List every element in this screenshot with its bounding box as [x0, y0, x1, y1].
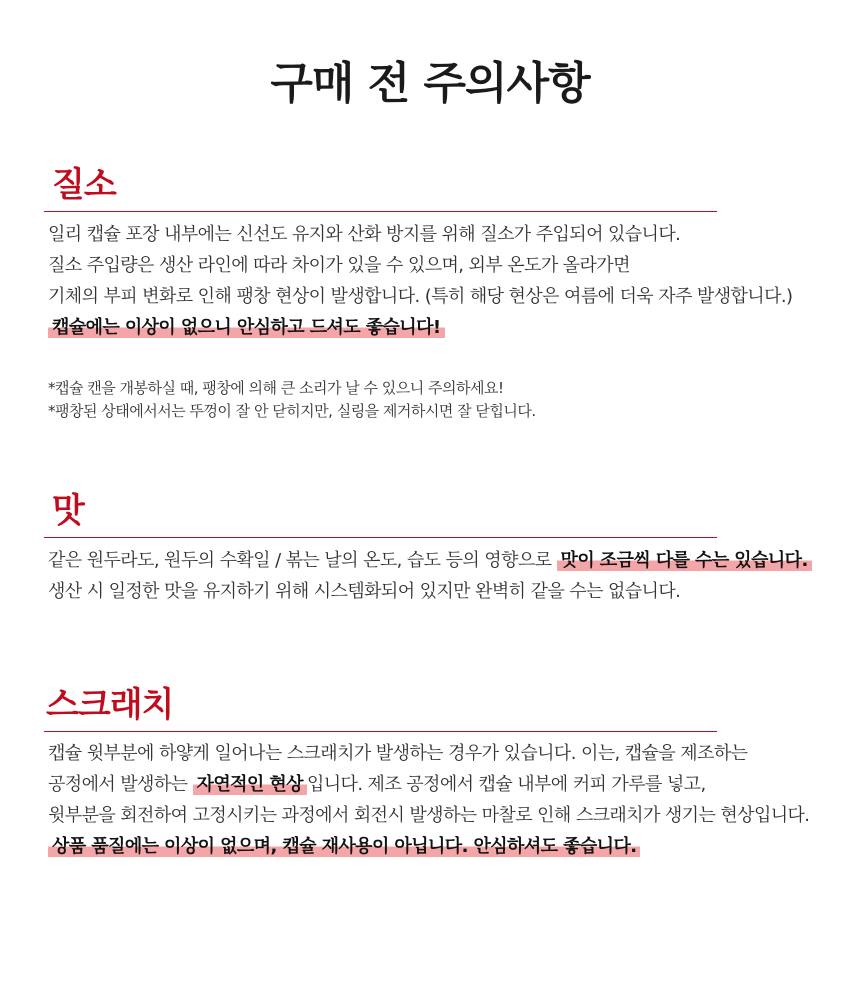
nitrogen-paragraph: [48, 219, 848, 343]
taste-line-1: [48, 545, 848, 576]
nitrogen-line-3: 기체의 부피 변화로 인해 팽창 현상이 발생합니다. (특히 해당 현상은 여름에 더욱 자주 발생합니다.): [48, 286, 793, 307]
taste-paragraph: [48, 545, 848, 607]
nitrogen-highlight-line: [48, 312, 848, 343]
scratch-line-2-suffix: 입니다. 제조 공정에서 캡슐 내부에 커피 가루를 넣고,: [306, 774, 706, 795]
nitrogen-notes: [48, 377, 828, 423]
nitrogen-highlight: 캡슐에는 이상이 없으니 안심하고 드셔도 좋습니다!: [48, 317, 445, 338]
scratch-line-1: 캡슐 윗부분에 하얗게 일어나는 스크래치가 발생하는 경우가 있습니다. 이는, 캡슐을 제조하는: [48, 743, 748, 764]
nitrogen-line-2: 질소 주입량은 생산 라인에 따라 차이가 있을 수 있으며, 외부 온도가 올라가면: [48, 255, 630, 276]
scratch-inline-highlight: 자연적인 현상: [193, 774, 307, 795]
section-divider-scratch: [44, 731, 717, 732]
scratch-line-2: [48, 769, 848, 800]
scratch-highlight: 상품 품질에는 이상이 없으며, 캡슐 재사용이 아닙니다. 안심하셔도 좋습니다.: [48, 836, 640, 857]
section-divider-taste: [44, 537, 717, 538]
page-title: 구매 전 주의사항: [270, 58, 590, 109]
taste-line-1-text: 같은 원두라도, 원두의 수확일 / 볶는 날의 온도, 습도 등의 영향으로: [48, 550, 557, 571]
scratch-paragraph: [48, 738, 848, 862]
section-divider-nitrogen: [44, 211, 717, 212]
section-heading-taste: 맛: [52, 491, 84, 531]
section-heading-scratch: 스크래치: [46, 685, 174, 725]
scratch-line-2-prefix: 공정에서 발생하는: [48, 774, 193, 795]
scratch-line-3: 윗부분을 회전하여 고정시키는 과정에서 회전시 발생하는 마찰로 인해 스크래치가 생기는 현상입니다.: [48, 805, 810, 826]
nitrogen-note-1: *캡슐 캔을 개봉하실 때, 팽창에 의해 큰 소리가 날 수 있으니 주의하세요!: [48, 379, 504, 397]
scratch-highlight-line: [48, 831, 848, 862]
nitrogen-line-1: 일리 캡슐 포장 내부에는 신선도 유지와 산화 방지를 위해 질소가 주입되어 있습니다.: [48, 224, 681, 245]
taste-highlight: 맛이 조금씩 다를 수는 있습니다.: [557, 550, 812, 571]
nitrogen-note-2: *팽창된 상태에서서는 뚜껑이 잘 안 닫히지만, 실링을 제거하시면 잘 닫힙니다.: [48, 402, 536, 420]
taste-line-2: 생산 시 일정한 맛을 유지하기 위해 시스템화되어 있지만 완벽히 같을 수는 없습니다.: [48, 581, 681, 602]
section-heading-nitrogen: 질소: [52, 165, 116, 205]
